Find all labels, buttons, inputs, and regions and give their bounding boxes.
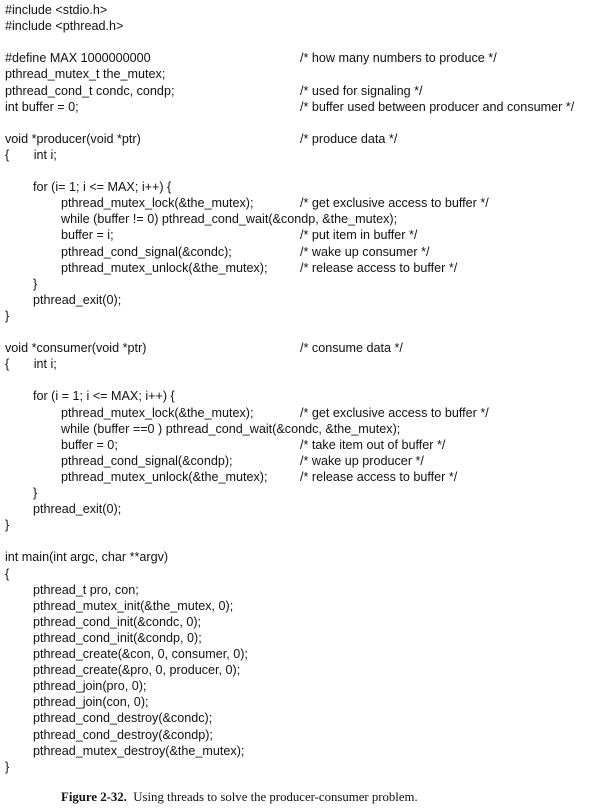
code-text: { int i; bbox=[5, 147, 57, 162]
code-text: pthread_cond_destroy(&condp); bbox=[5, 727, 213, 742]
code-text: pthread_t pro, con; bbox=[5, 582, 139, 597]
code-text: for (i= 1; i <= MAX; i++) { bbox=[5, 180, 172, 195]
code-comment: /* release access to buffer */ bbox=[300, 469, 458, 484]
code-text: while (buffer ==0 ) pthread_cond_wait(&condc, &the_mutex); bbox=[5, 421, 401, 436]
code-text: buffer = i; bbox=[5, 228, 114, 243]
code-text: pthread_join(pro, 0); bbox=[5, 679, 147, 694]
code-comment: /* get exclusive access to buffer */ bbox=[300, 405, 489, 420]
code-text: pthread_exit(0); bbox=[5, 292, 122, 307]
figure-caption bbox=[61, 790, 418, 805]
code-text: } bbox=[5, 276, 38, 291]
code-text: buffer = 0; bbox=[5, 437, 118, 452]
code-text: pthread_cond_init(&condc, 0); bbox=[5, 614, 202, 629]
code-comment: /* put item in buffer */ bbox=[300, 228, 418, 243]
code-comment: /* take item out of buffer */ bbox=[300, 437, 446, 452]
code-text: while (buffer != 0) pthread_cond_wait(&condp, &the_mutex); bbox=[5, 212, 398, 227]
code-text: pthread_mutex_lock(&the_mutex); bbox=[5, 405, 254, 420]
code-text: { int i; bbox=[5, 357, 57, 372]
code-text: int buffer = 0; bbox=[5, 99, 79, 114]
code-text: } bbox=[5, 308, 10, 323]
code-text: { bbox=[5, 566, 10, 581]
code-comment: /* consume data */ bbox=[300, 341, 403, 356]
code-text: void *producer(void *ptr) bbox=[5, 131, 141, 146]
code-comment: /* wake up producer */ bbox=[300, 453, 424, 468]
code-text: } bbox=[5, 486, 38, 500]
code-text: } bbox=[5, 759, 10, 774]
code-comment: /* buffer used between producer and consumer */ bbox=[300, 99, 575, 114]
figure-label: Figure 2-32. bbox=[61, 790, 127, 804]
code-comment: /* get exclusive access to buffer */ bbox=[300, 196, 489, 211]
figure-caption-text: Using threads to solve the producer-consumer problem. bbox=[133, 790, 418, 804]
code-text: pthread_cond_signal(&condc); bbox=[5, 244, 232, 259]
code-text: pthread_create(&con, 0, consumer, 0); bbox=[5, 647, 248, 661]
code-text: } bbox=[5, 518, 10, 533]
code-text: pthread_cond_signal(&condp); bbox=[5, 453, 233, 468]
code-text: #include <stdio.h> bbox=[5, 3, 108, 17]
code-text: int main(int argc, char **argv) bbox=[5, 550, 169, 565]
code-text: pthread_mutex_lock(&the_mutex); bbox=[5, 196, 254, 211]
code-text: pthread_join(con, 0); bbox=[5, 695, 149, 710]
code-text: pthread_create(&pro, 0, producer, 0); bbox=[5, 663, 241, 678]
code-comment: /* how many numbers to produce */ bbox=[300, 51, 497, 66]
code-text: void *consumer(void *ptr) bbox=[5, 341, 147, 356]
code-text: pthread_cond_init(&condp, 0); bbox=[5, 630, 202, 645]
code-text: pthread_cond_destroy(&condc); bbox=[5, 711, 213, 726]
code-text: #define MAX 1000000000 bbox=[5, 51, 151, 66]
code-text: pthread_mutex_init(&the_mutex, 0); bbox=[5, 598, 234, 613]
code-text: #include <pthread.h> bbox=[5, 19, 124, 34]
code-comment: /* release access to buffer */ bbox=[300, 260, 458, 275]
code-comment: /* produce data */ bbox=[300, 131, 398, 146]
code-text: pthread_exit(0); bbox=[5, 502, 122, 517]
code-comment: /* wake up consumer */ bbox=[300, 244, 430, 259]
code-text: pthread_cond_t condc, condp; bbox=[5, 83, 175, 98]
code-text: pthread_mutex_destroy(&the_mutex); bbox=[5, 743, 245, 758]
code-text: for (i = 1; i <= MAX; i++) { bbox=[5, 389, 175, 404]
code-text: pthread_mutex_t the_mutex; bbox=[5, 67, 166, 82]
code-text: pthread_mutex_unlock(&the_mutex); bbox=[5, 469, 268, 484]
code-comment: /* used for signaling */ bbox=[300, 83, 423, 98]
code-text: pthread_mutex_unlock(&the_mutex); bbox=[5, 260, 268, 275]
